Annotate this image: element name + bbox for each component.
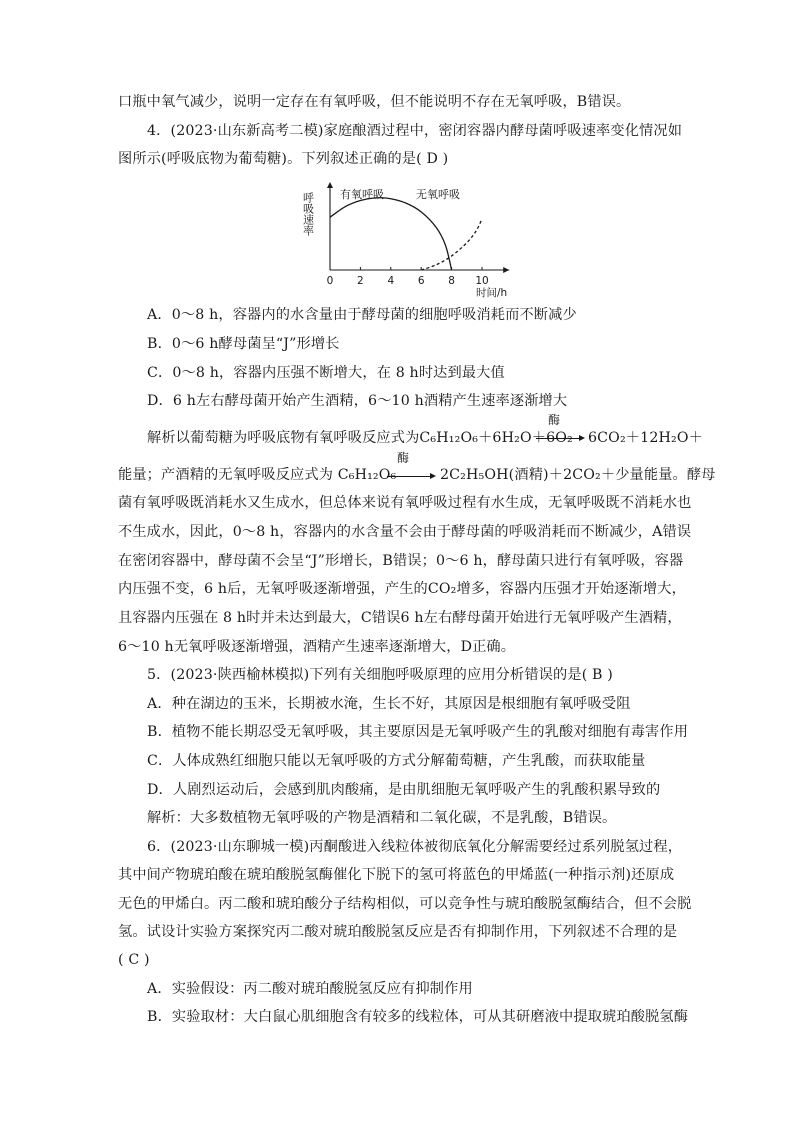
respiration-rate-chart [300, 180, 530, 302]
analysis-text: 6～10 h无氧呼吸逐渐增强，酒精产生速率逐渐增大，D正确。 [118, 639, 516, 655]
analysis-text: 不生成水，因此，0～8 h，容器内的水含量不会由于酵母菌的呼吸消耗而不断减少，A错误 [118, 524, 692, 540]
x-tick-label: 0 [326, 275, 334, 287]
reaction-arrowhead [579, 435, 585, 441]
legend-anaerobic: 无氧呼吸 [416, 188, 460, 201]
analysis-line-2: 能量；产酒精的无氧呼吸反应式为 C₆H₁₂O₆ [118, 467, 397, 483]
question-6-stem: 6．(2023·山东聊城一模)丙酮酸进入线粒体被彻底氧化分解需要经过系列脱氢过程， [147, 839, 683, 855]
x-axis-arrow [503, 267, 509, 273]
question-text: 无色的甲烯白。丙二酸和琥珀酸分子结构相似，可以竞争性与琥珀酸脱氢酶结合，但不会脱 [118, 896, 692, 912]
x-tick-label: 6 [417, 275, 425, 287]
y-axis-label: 呼吸速率 [301, 192, 315, 236]
legend-aerobic: 有氧呼吸 [340, 188, 384, 201]
option-b: B．植物不能长期忍受无氧呼吸，其主要原因是无氧呼吸产生的乳酸对细胞有毒害作用 [147, 724, 689, 740]
question-text: 其中间产物琥珀酸在琥珀酸脱氢酶催化下脱下的氢可将蓝色的甲烯蓝(一种指示剂)还原成 [118, 867, 675, 883]
option-d: D．人剧烈运动后，会感到肌肉酸痛，是由肌细胞无氧呼吸产生的乳酸积累导致的 [147, 782, 661, 798]
option-b: B．实验取材：大白鼠心肌细胞含有较多的线粒体，可从其研磨液中提取琥珀酸脱氢酶 [147, 1009, 689, 1025]
enzyme-label: 酶 [397, 451, 410, 465]
option-c: C．0～8 h，容器内压强不断增大，在 8 h时达到最大值 [147, 365, 505, 381]
text-line: 口瓶中氧气减少，说明一定存在有氧呼吸，但不能说明不存在无氧呼吸，B错误。 [118, 94, 631, 110]
analysis-text: 解析：大多数植物无氧呼吸的产物是酒精和二氧化碳，不是乳酸，B错误。 [147, 810, 617, 826]
enzyme-label: 酶 [548, 413, 561, 427]
aerobic-respiration-curve [330, 198, 452, 270]
equation-products: 2C₂H₅OH(酒精)＋2CO₂＋少量能量。酵母 [440, 467, 716, 483]
y-axis-arrow [327, 182, 333, 188]
analysis-text: 内压强不变，6 h后，无氧呼吸逐渐增强，产生的CO₂增多，容器内压强才开始逐渐增大， [118, 581, 686, 597]
reaction-arrowhead [430, 473, 436, 479]
reaction-arrow [536, 438, 580, 439]
x-tick-label: 8 [448, 275, 455, 287]
answer-marker: ( C ) [118, 952, 150, 968]
option-a: A．种在湖边的玉米，长期被水淹，生长不好，其原因是根细胞有氧呼吸受阻 [147, 696, 631, 712]
analysis-text: 且容器内压强在 8 h时并未达到最大，C错误6 h左右酵母菌开始进行无氧呼吸产生酒精， [118, 610, 682, 626]
x-tick-label: 10 [475, 275, 489, 287]
option-b: B．0～6 h酵母菌呈“J”形增长 [147, 336, 340, 352]
equation-products: 6CO₂＋12H₂O＋ [588, 430, 703, 446]
anaerobic-respiration-curve [421, 219, 482, 270]
analysis-line-1: 解析以葡萄糖为呼吸底物有氧呼吸反应式为C₆H₁₂O₆＋6H₂O＋6O₂ [147, 430, 573, 446]
option-c: C．人体成熟红细胞只能以无氧呼吸的方式分解葡萄糖，产生乳酸，而获取能量 [147, 753, 646, 769]
analysis-text: 在密闭容器中，酵母菌不会呈“J”形增长，B错误；0～6 h，酵母菌只进行有氧呼吸，容器 [118, 553, 684, 569]
x-tick-label: 4 [387, 275, 395, 287]
x-axis-label: 时间/h [476, 287, 508, 299]
question-4-stem: 4．(2023·山东新高考二模)家庭酿酒过程中，密闭容器内酵母菌呼吸速率变化情况如 [147, 123, 683, 139]
option-d: D．6 h左右酵母菌开始产生酒精，6～10 h酒精产生速率逐渐增大 [147, 393, 568, 409]
reaction-arrow [387, 476, 431, 477]
question-5-stem: 5．(2023·陕西榆林模拟)下列有关细胞呼吸原理的应用分析错误的是( B ) [147, 667, 613, 683]
option-a: A．实验假设：丙二酸对琥珀酸脱氢反应有抑制作用 [147, 981, 473, 997]
option-a: A．0～8 h，容器内的水含量由于酵母菌的细胞呼吸消耗而不断减少 [147, 307, 577, 323]
text-line: 图所示(呼吸底物为葡萄糖)。下列叙述正确的是( D ) [118, 151, 449, 167]
x-tick-label: 2 [357, 275, 364, 287]
analysis-text: 菌有氧呼吸既消耗水又生成水，但总体来说有氧呼吸过程有水生成，无氧呼吸既不消耗水也 [118, 495, 692, 511]
question-text: 氢。试设计实验方案探究丙二酸对琥珀酸脱氢反应是否有抑制作用，下列叙述不合理的是 [118, 924, 678, 940]
